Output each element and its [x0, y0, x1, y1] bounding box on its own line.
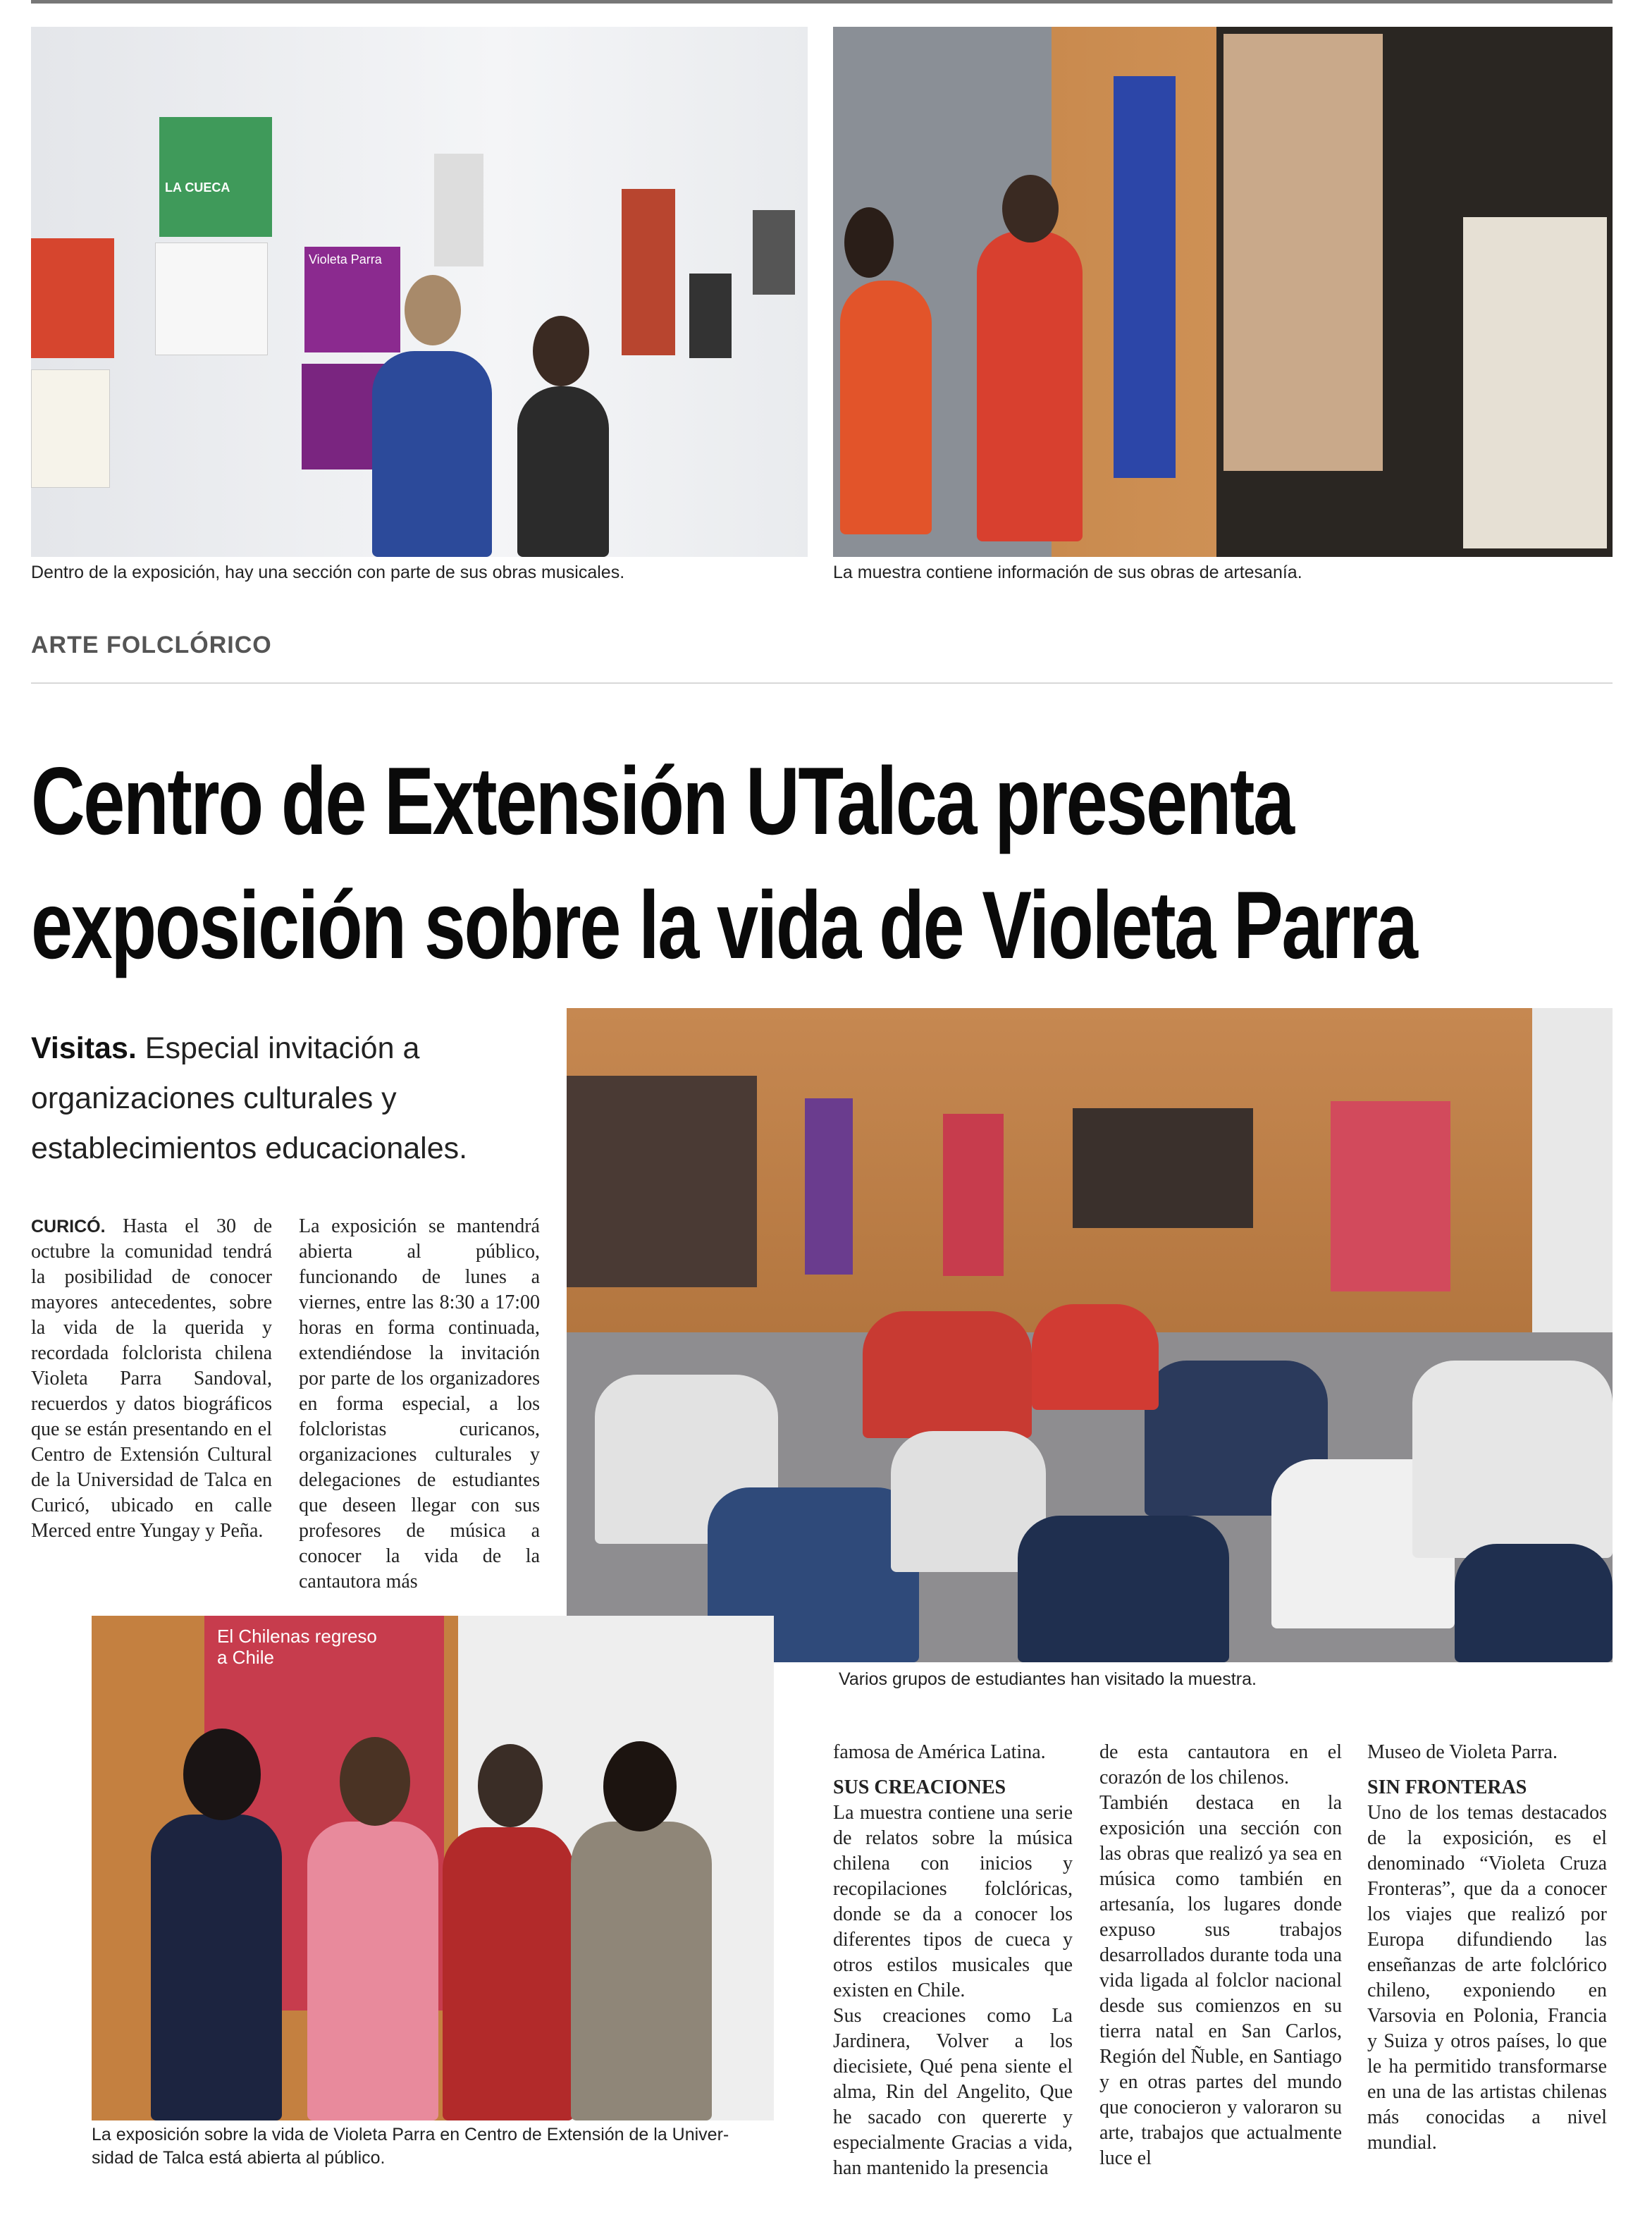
tapestry-center [1073, 1108, 1253, 1228]
col3-p2: La muestra contiene una serie de relatos sobre la música chilena con inicios y recopilaciones folclóricas, donde se da a conocer los diferentes tipos de cueca y otros estilos musicales que existen en Chile. [833, 1802, 1073, 2001]
poster-red [31, 238, 114, 358]
subhead-sus-creaciones: SUS CREACIONES [833, 1776, 1006, 1798]
subhead-sin-fronteras: SIN FRONTERAS [1367, 1776, 1527, 1798]
top-rule [31, 0, 1613, 4]
col3-p3: Sus creaciones como La Jardinera, Volver a los diecisiete, Qué pena siente el alma, Rin del Angelito, Que he sacado con quererte y especialmente Gracias a vida, han mantenido la presencia [833, 2005, 1073, 2179]
woman-4 [571, 1822, 712, 2120]
col5-p1: Museo de Violeta Parra. [1367, 1741, 1558, 1763]
deck-text: Especial invitación a organizaciones culturales y establecimientos educacionales. [31, 1031, 468, 1165]
column-2 [299, 1214, 540, 1595]
column-5 [1367, 1740, 1607, 2156]
woman-2 [307, 1822, 438, 2120]
student-red-jacket [977, 231, 1083, 541]
photo-music-section [31, 27, 808, 557]
banner-regreso: El Chilenas regreso a Chile [204, 1616, 444, 2011]
banner-purple [805, 1098, 853, 1275]
poster-strip-1 [434, 154, 483, 266]
woman-1 [151, 1815, 282, 2120]
caption-group: La exposición sobre la vida de Violeta Parra en Centro de Extensión de la Univer- sidad de Talca está abierta al público. [92, 2125, 729, 2168]
col1-text: Hasta el 30 de octubre la comunidad tendrá la posibilidad de conocer mayores antecedentes, sobre la vida de la querida y recordada folclorista chilena Violeta Parra Sandoval, recuerdos y datos biográficos que se están presentando en el Centro de Extensión Cultural de la Universidad de Talca en Curicó, ubicado en calle Merced entre Yungay y Peña. [31, 1215, 272, 1542]
section-rule [31, 682, 1613, 684]
column-1 [31, 1214, 272, 1544]
headline [31, 739, 1417, 987]
wall-white-right [1532, 1008, 1613, 1332]
poster-violeta-parra: Violeta Parra [304, 247, 400, 352]
col4-p2: También destaca en la exposición una sección con las obras que realizó ya sea en música como también en artesanía, los lugares donde expuso sus trabajos desarrollados durante toda una vida ligada al folclor nacional desde sus comienzos en su tierra natal en San Carlos, Región del Ñuble, en Santiago y en otras partes del mundo que conocieron y valoraron su arte, trabajos que actualmente luce el [1099, 1792, 1342, 2169]
tapestry-panel-1 [1223, 34, 1383, 471]
section-label: ARTE FOLCLÓRICO [31, 632, 272, 658]
col4-p1: de esta cantautora en el corazón de los chilenos. [1099, 1741, 1342, 1788]
poster-la-cueca: LA CUECA [159, 117, 272, 237]
photo-artesania [833, 27, 1613, 557]
poster-program [31, 369, 110, 488]
caption-students: Varios grupos de estudiantes han visitado la muestra. [839, 1669, 1257, 1689]
woman-3 [443, 1827, 574, 2120]
poster-strip-3 [689, 274, 732, 358]
banner-red-2 [1331, 1101, 1450, 1291]
col5-p2: Uno de los temas destacados de la exposición, es el denominado “Violeta Cruza Fronteras”, que da a conocer los viajes que realizó por Europa difundiendo las enseñanzas de arte folclórico chileno, exponiendo en Varsovia en Polonia, Francia y Suiza y otros países, lo que le ha permitido transformarse en una de las artistas chilenas más conocidas a nivel mundial. [1367, 1802, 1607, 2154]
tapestry-left [567, 1076, 757, 1287]
col2-text: La exposición se mantendrá abierta al público, funcionando de lunes a viernes, entre las 8:30 a 17:00 horas en forma continuada, extendiéndose la invitación por parte de los organizadores en forma especial, a los folcloristas curicanos, organizaciones culturales y delegaciones de estudiantes que deseen llegar con sus profesores de música a conocer la vida de la cantautora más [299, 1215, 540, 1592]
poster-white-1 [155, 243, 268, 355]
visitor-dark-coat [517, 386, 609, 557]
headline-line-2: exposición sobre la vida de Violeta Parra [31, 871, 1417, 978]
deck-lead: Visitas. [31, 1031, 137, 1065]
tapestry-panel-2 [1463, 217, 1607, 548]
photo-students [567, 1008, 1613, 1662]
dateline: CURICÓ. [31, 1217, 106, 1236]
visitor-blue-dress [372, 351, 492, 557]
student-orange-jacket [840, 281, 932, 534]
caption-top-right: La muestra contiene información de sus obras de artesanía. [833, 563, 1302, 582]
column-4 [1099, 1740, 1342, 2171]
banner-blue [1114, 76, 1176, 478]
poster-strip-2 [622, 189, 675, 355]
deck [31, 1024, 538, 1174]
col3-p1: famosa de América Latina. [833, 1741, 1046, 1763]
banner-red-1 [943, 1114, 1004, 1276]
column-3 [833, 1740, 1073, 2181]
photo-group [92, 1616, 774, 2120]
headline-line-1: Centro de Extensión UTalca presenta [31, 747, 1293, 854]
poster-strip-4 [753, 210, 795, 295]
caption-top-left: Dentro de la exposición, hay una sección con parte de sus obras musicales. [31, 563, 625, 582]
